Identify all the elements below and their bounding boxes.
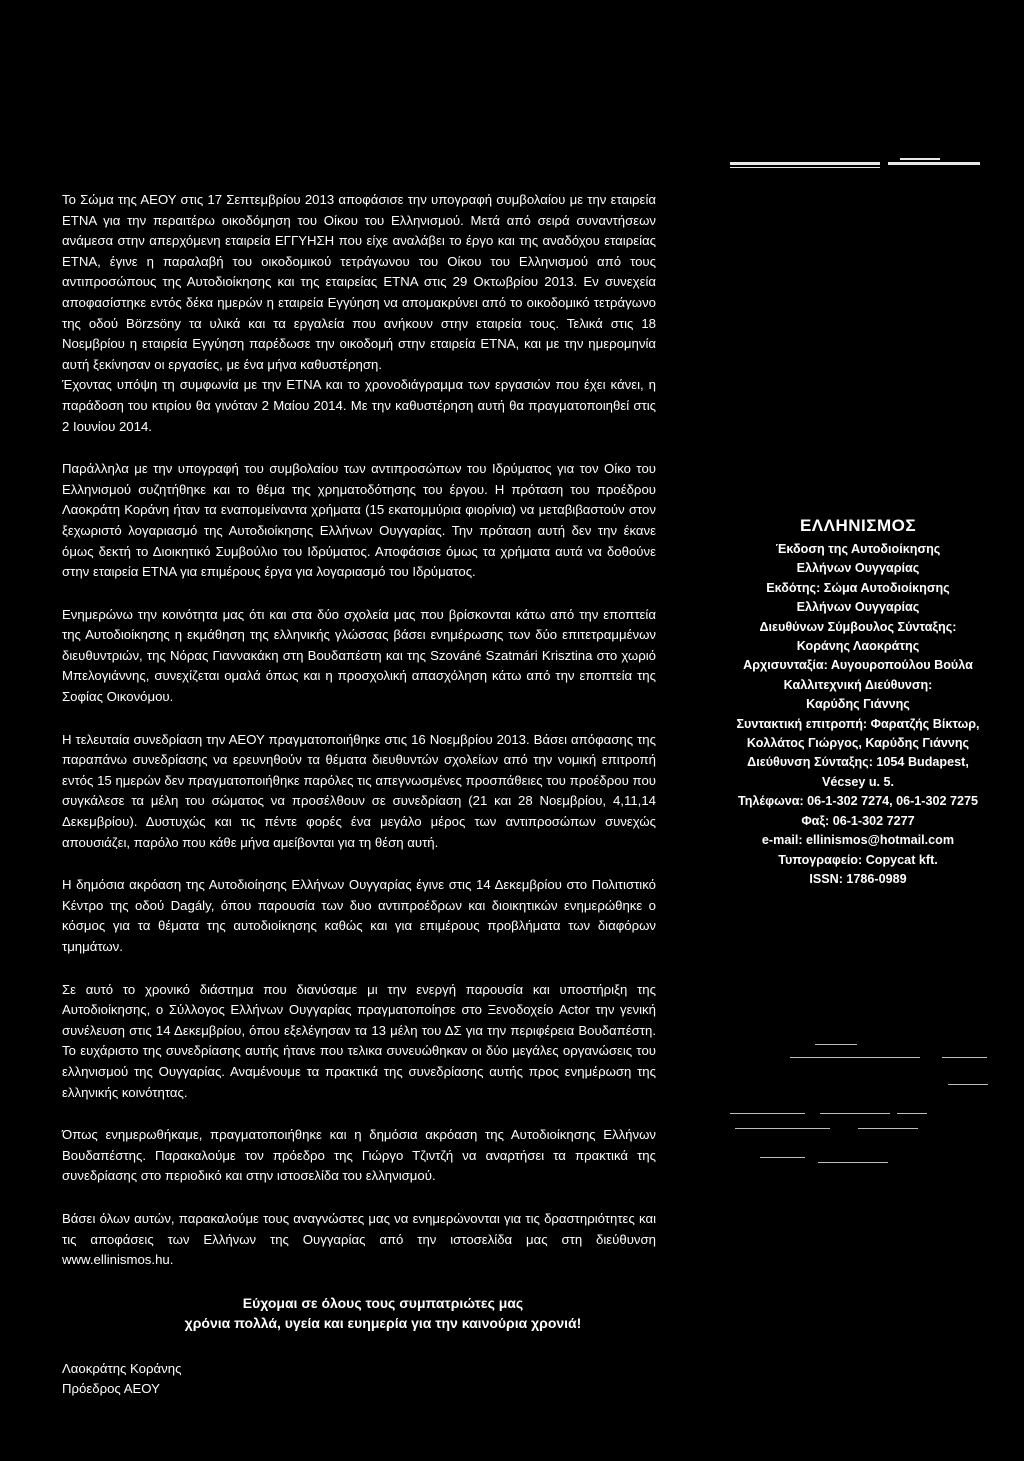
masthead-line: Κοράνης Λαοκράτης xyxy=(796,639,920,654)
closing-greeting xyxy=(86,1293,680,1333)
masthead-line: Διευθύνων Σύμβουλος Σύνταξης: xyxy=(759,619,957,634)
masthead-line: Συντακτική επιτροπή: Φαρατζής Βίκτωρ, xyxy=(736,716,980,731)
closing-line-1: Εύχομαι σε όλους τους συμπατριώτες μας xyxy=(242,1294,524,1311)
paragraph-public-hearing: Η δημόσια ακρόαση της Αυτοδιοίησης Ελλήνων Ουγγαρίας έγινε στις 14 Δεκεμβρίου στο Πολιτιστικό Κέντρο της οδού Dagály, όπου παρουσία των δυο αντιπροέδρων και διοικητικών ενημερώθηκε ο κόσμος για τα θέματα της αυτοδιοίκησης καθώς και για επιμέρους προβλήματα των διαφόρων τμημάτων. xyxy=(62,877,656,954)
masthead-line: Τυπογραφείο: Copycat kft. xyxy=(778,852,938,867)
masthead-email: e-mail: ellinismos@hotmail.com xyxy=(761,833,955,848)
masthead-line: Ελλήνων Ουγγαρίας xyxy=(796,600,920,615)
paragraph-last-session: Η τελευταία συνεδρίαση την ΑΕΟΥ πραγματοποιήθηκε στις 16 Νοεμβρίου 2013. Βάσει απόφασης της παραπάνω συνεδρίασης να ερευνηθούν τα θέματα διευθυντών σχολείων από την νομική επιτροπή εντός 15 ημερών δεν πραγματοποιήθηκε παρόλες τις απεγνωσμένες προσπάθειες του προέδρου που συγκάλεσε τα μέλη του σώματος να προσέλθουν σε συνεδρίαση (21 και 28 Νοεμβρίου, 4,11,14 Δεκεμβρίου). Δυστυχώς και τις πέντε φορές ένα μεγάλο μέρος των αντιπροσώπων συνεχώς απουσιάζει, παρόλο που κάθε μήνα αμείβονται για τη θέση αυτή. xyxy=(62,731,656,850)
closing-line-2: χρόνια πολλά, υγεία και ευημερία για την καινούρια χρονιά! xyxy=(184,1314,582,1331)
masthead-title: ΕΛΛΗΝΙΣΜΟΣ xyxy=(799,516,917,535)
paragraph-association: Σε αυτό το χρονικό διάστημα που διανύσαμε μι την ενεργή παρουσία και υποστήριξη της Αυτοδιοίκησης, ο Σύλλογος Ελλήνων Ουγγαρίας πραγματοποίησε στο Ξενοδοχείο Actor την γενική συνέλευση στις 14 Δεκεμβρίου, όπου εξελέγησαν τα 13 μέλη του ΔΣ για την περιφέρεια Βουδαπέστη. Το ευχάριστο της συνεδρίασης αυτής ήτανε που τελικα συνευώθηκαν οι δύο μεγάλες οργανώσεις του ελληνισμού της Ουγγαρίας. Αναμένουμε τα πρακτικά της συνεδρίασης αυτής προς ενημέρωση της ελληνικής κοινότητας. xyxy=(62,981,656,1100)
decorative-rule xyxy=(820,1113,890,1114)
masthead-line: Αρχισυνταξία: Αυγουροπούλου Βούλα xyxy=(743,658,973,673)
masthead xyxy=(706,514,1010,889)
paragraph-website: Βάσει όλων αυτών, παρακαλούμε τους αναγνώστες μας να ενημερώνονται για τις δραστηριότητες και τις αποφάσεις των Ελλήνων της Ουγγαρίας από την ιστοσελίδα μας στη διεύθυνση www.ellinismos.hu. xyxy=(62,1210,656,1268)
article-body xyxy=(62,190,656,1399)
decorative-rule xyxy=(948,1084,988,1085)
masthead-issn: ISSN: 1786-0989 xyxy=(809,871,907,886)
paragraph-schools: Ενημερώνω την κοινότητα μας ότι και στα δύο σχολεία μας που βρίσκονται κάτω από την εποπτεία της Αυτοδιοίκησης η εκμάθηση της ελληνικής γλώσσας βάσει ενημέρωσης των δύο επιτετραμμένων διευθυντριών, της Νόρας Γιαννακάκη στη Βουδαπέστη και της Szováné Szatmári Krisztina στο χωριό Μπελογιάννης, συνεχίζεται ομαλά όπως και η προσχολική απασχόληση κάτω από την εποπτεία της Σοφίας Οικονόμου. xyxy=(62,606,656,705)
decorative-rule xyxy=(942,1057,987,1058)
signature-name: Λαοκράτης Κοράνης xyxy=(62,1360,182,1376)
masthead-line: Τηλέφωνα: 06-1-302 7274, 06-1-302 7275 xyxy=(737,794,979,809)
masthead-line: Καρύδης Γιάννης xyxy=(806,697,910,712)
paragraph-budapest-hearing: Όπως ενημερωθήκαμε, πραγματοποιήθηκε και η δημόσια ακρόαση της Αυτοδιοίκησης Ελλήνων Βουδαπέστης. Παρακαλούμε τον πρόεδρο της Γιώργο Τζιντζή να αναρτήσει τα πρακτικά της συνεδρίασης στο περιοδικό και στην ιστοσελίδα του ελληνισμού. xyxy=(62,1127,656,1184)
decorative-rule xyxy=(897,1113,927,1114)
top-decorative-rules xyxy=(730,158,980,172)
masthead-line: Κολλάτος Γιώργος, Καρύδης Γιάννης xyxy=(746,736,970,751)
decorative-rule xyxy=(818,1162,888,1163)
masthead-line: Έκδοση της Αυτοδιοίκησης xyxy=(775,542,941,556)
masthead-line: Ελλήνων Ουγγαρίας xyxy=(796,561,920,576)
masthead-line: Vécsey u. 5. xyxy=(821,774,895,789)
signature-title: Πρόεδρος ΑΕΟΥ xyxy=(62,1380,160,1396)
decorative-rule xyxy=(790,1057,920,1058)
masthead-line: Καλλιτεχνική Διεύθυνση: xyxy=(783,677,933,692)
paragraph-delivery-schedule: Έχοντας υπόψη τη συμφωνία με την ΕΤΝΑ και το χρονοδιάγραμμα των εργασιών που έχει κάνει, η παράδοση του κτιρίου θα γινόταν 2 Μαίου 2014. Με την καθυστέρηση αυτή θα πραγματοποιηθεί στις 2 Ιουνίου 2014. xyxy=(62,377,656,434)
decorative-rule xyxy=(760,1157,805,1158)
decorative-rule xyxy=(735,1128,830,1129)
decorative-rule xyxy=(858,1128,918,1129)
paragraph-contract: Το Σώμα της ΑΕΟΥ στις 17 Σεπτεμβρίου 2013 αποφάσισε την υπογραφή συμβολαίου με την εταιρεία ΕΤΝΑ για την περαιτέρω οικοδόμηση του Οίκου του Ελληνισμού. Μετά από σειρά συναντήσεων ανάμεσα στην απερχόμενη εταιρεία ΕΓΓΥΗΣΗ που είχε αναλάβει το έργο και της αναδόχου εταιρείας ΕΤΝΑ, έγινε η παραλαβή του οικοδομικού τετράγωνου του Οίκου του Ελληνισμού από τους αντιπροσώπους της Αυτοδιοίκησης και της εταιρείας ΕΤΝΑ στις 29 Οκτωβρίου 2013. Εν συνεχεία αποφασίστηκε εντός δέκα ημερών η εταιρεία Εγγύηση να απομακρύνει από το οικοδομικό τετράγωνο της οδού Börzsöny τα υλικά και τα εργαλεία που ανήκουν στην εταιρεία τους. Τελικά στις 18 Νοεμβρίου η εταιρεία Εγγύηση παρέδωσε την οικοδομή στην εταιρεία ΕΤΝΑ, και με την ημερομηνία αυτή ξεκίνησαν οι εργασίες, με ένα μήνα καθυστέρηση. xyxy=(62,192,656,372)
paragraph-financing: Παράλληλα με την υπογραφή του συμβολαίου των αντιπροσώπων του Ιδρύματος για τον Οίκο του Ελληνισμού συζητήθηκε και το θέμα της χρηματοδότησης του έργου. Η πρόταση του προέδρου Λαοκράτη Κοράνη ήταν τα εναπομείναντα χρήματα (15 εκατομμύρια φιορίνια) να μεταβιβαστούν στον ξεχωριστό λογαριασμό της Αυτοδιοίκησης Ελλήνων Ουγγαρίας. Την πρόταση αυτή δεν την έκανε όμως δεκτή το Διοικητικό Συμβούλιο του Ιδρύματος. Αποφάσισε όμως τα χρήματα αυτά να δοθούνε στην εταιρεία ΕΤΝΑ για επιμέρους έργα για λογαριασμό του Ιδρύματος. xyxy=(62,461,656,580)
masthead-line: Διεύθυνση Σύνταξης: 1054 Budapest, xyxy=(747,755,969,770)
signature xyxy=(62,1359,656,1399)
decorative-rule xyxy=(730,1113,805,1114)
masthead-line: Εκδότης: Σώμα Αυτοδιοίκησης xyxy=(766,580,950,595)
decorative-rule xyxy=(815,1044,857,1045)
masthead-line: Φαξ: 06-1-302 7277 xyxy=(801,813,915,828)
